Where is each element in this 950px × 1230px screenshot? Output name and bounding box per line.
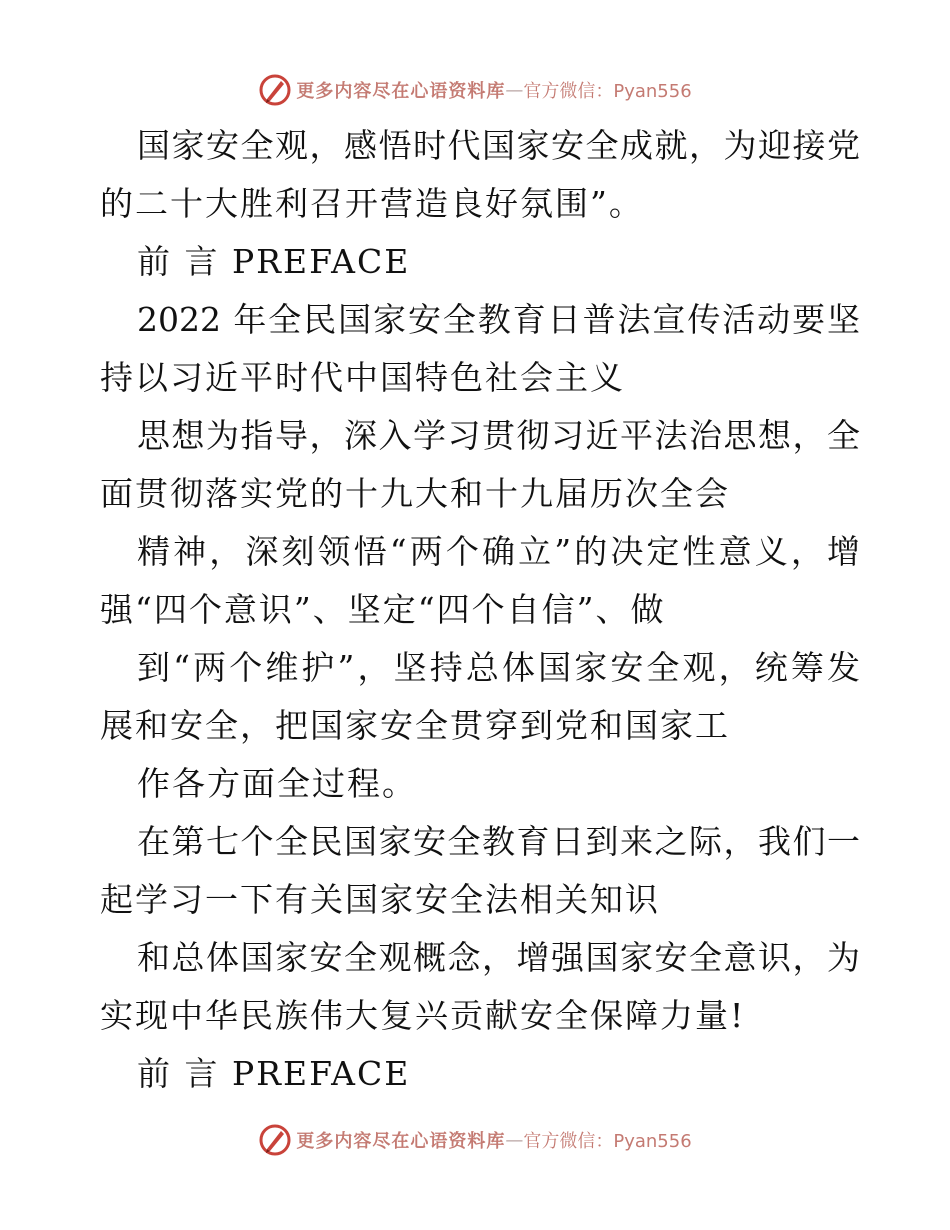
text-line: 和总体国家安全观概念，增强国家安全意识，为 <box>137 938 860 977</box>
text-line: 精神，深刻领悟“两个确立”的决定性意义，增 <box>137 532 860 571</box>
text-line: 持以习近平时代中国特色社会主义 <box>100 358 625 397</box>
header-watermark <box>0 70 950 110</box>
text-line: 面贯彻落实党的十九大和十九届历次全会 <box>100 474 730 513</box>
text-line: 国家安全观，感悟时代国家安全成就，为迎接党 <box>137 126 860 165</box>
document-body <box>100 117 860 1103</box>
text-line: 到“两个维护”，坚持总体国家安全观，统筹发 <box>137 648 860 687</box>
text-line: 作各方面全过程。 <box>137 764 417 803</box>
text-line: 思想为指导，深入学习贯彻习近平法治思想，全 <box>137 416 860 455</box>
banner-brand-text: 更多内容尽在心语资料库 <box>296 1131 506 1152</box>
footer-watermark <box>0 1120 950 1160</box>
text-line: 的二十大胜利召开营造良好氛围”。 <box>100 184 644 223</box>
banner-wechat-text: 官方微信：Pyan556 <box>523 81 692 102</box>
text-line: 在第七个全民国家安全教育日到来之际，我们一 <box>137 822 860 861</box>
text-line: 实现中华民族伟大复兴贡献安全保障力量! <box>100 996 746 1035</box>
text-line: 2022 年全民国家安全教育日普法宣传活动要坚 <box>137 300 860 339</box>
banner-brand-text: 更多内容尽在心语资料库 <box>296 81 506 102</box>
section-heading: 前 言 PREFACE <box>137 1054 411 1093</box>
pen-logo-icon <box>258 1123 292 1157</box>
text-line: 起学习一下有关国家安全法相关知识 <box>100 880 660 919</box>
text-line: 强“四个意识”、坚定“四个自信”、做 <box>100 590 666 629</box>
banner-separator: — <box>505 79 524 101</box>
text-line: 展和安全，把国家安全贯穿到党和国家工 <box>100 706 730 745</box>
banner-separator: — <box>505 1129 524 1151</box>
banner-wechat-text: 官方微信：Pyan556 <box>523 1131 692 1152</box>
section-heading: 前 言 PREFACE <box>137 242 411 281</box>
pen-logo-icon <box>258 73 292 107</box>
